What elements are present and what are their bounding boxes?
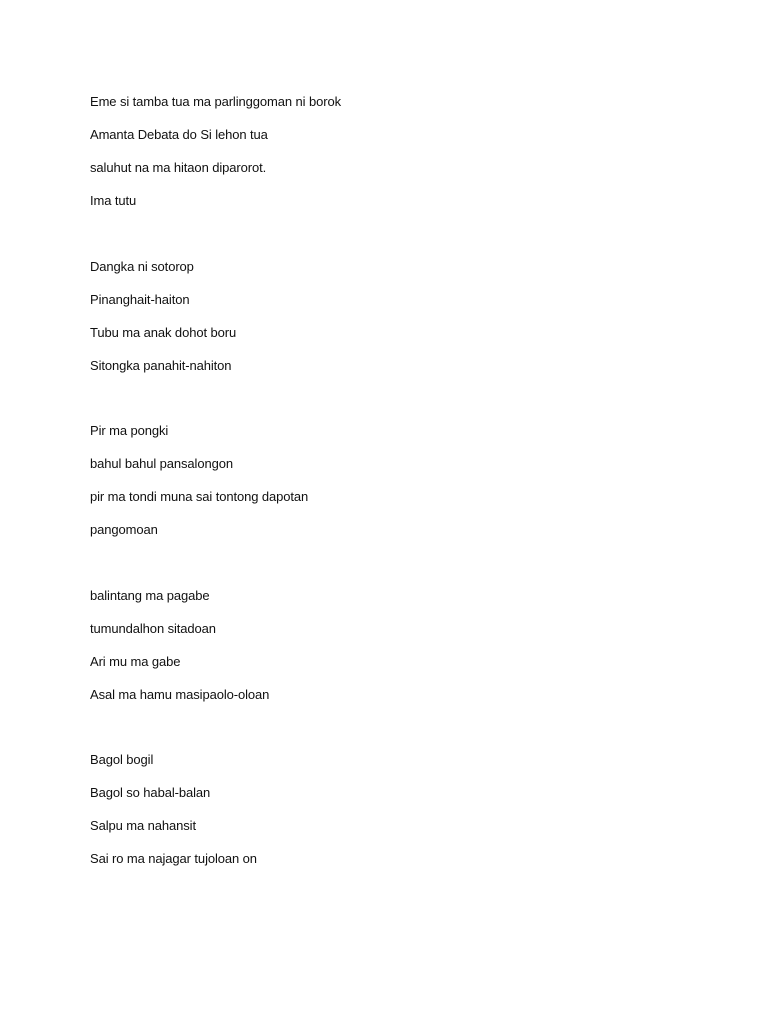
text-line: Eme si tamba tua ma parlinggoman ni borok — [90, 94, 341, 109]
text-line: saluhut na ma hitaon diparorot. — [90, 160, 267, 175]
text-line: Tubu ma anak dohot boru — [90, 325, 237, 340]
text-line: Bagol so habal-balan — [90, 785, 211, 800]
text-line: Dangka ni sotorop — [90, 259, 194, 274]
text-line: pangomoan — [90, 522, 158, 537]
stanza-1 — [90, 85, 341, 217]
text-line: Pinanghait-haiton — [90, 292, 190, 307]
text-line: pir ma tondi muna sai tontong dapotan — [90, 489, 309, 504]
stanza-2 — [90, 250, 236, 382]
text-line: Pir ma pongki — [90, 423, 169, 438]
stanza-3 — [90, 414, 308, 546]
stanza-4 — [90, 579, 269, 711]
text-line: Sitongka panahit-nahiton — [90, 358, 232, 373]
text-line: Sai ro ma najagar tujoloan on — [90, 851, 257, 866]
text-line: Salpu ma nahansit — [90, 818, 196, 833]
text-line: Asal ma hamu masipaolo-oloan — [90, 687, 270, 702]
text-line: Ima tutu — [90, 193, 137, 208]
text-line: Amanta Debata do Si lehon tua — [90, 127, 268, 142]
text-line: balintang ma pagabe — [90, 588, 210, 603]
text-line: Ari mu ma gabe — [90, 654, 181, 669]
stanza-5 — [90, 743, 257, 875]
text-line: bahul bahul pansalongon — [90, 456, 233, 471]
text-line: tumundalhon sitadoan — [90, 621, 216, 636]
text-line: Bagol bogil — [90, 752, 154, 767]
